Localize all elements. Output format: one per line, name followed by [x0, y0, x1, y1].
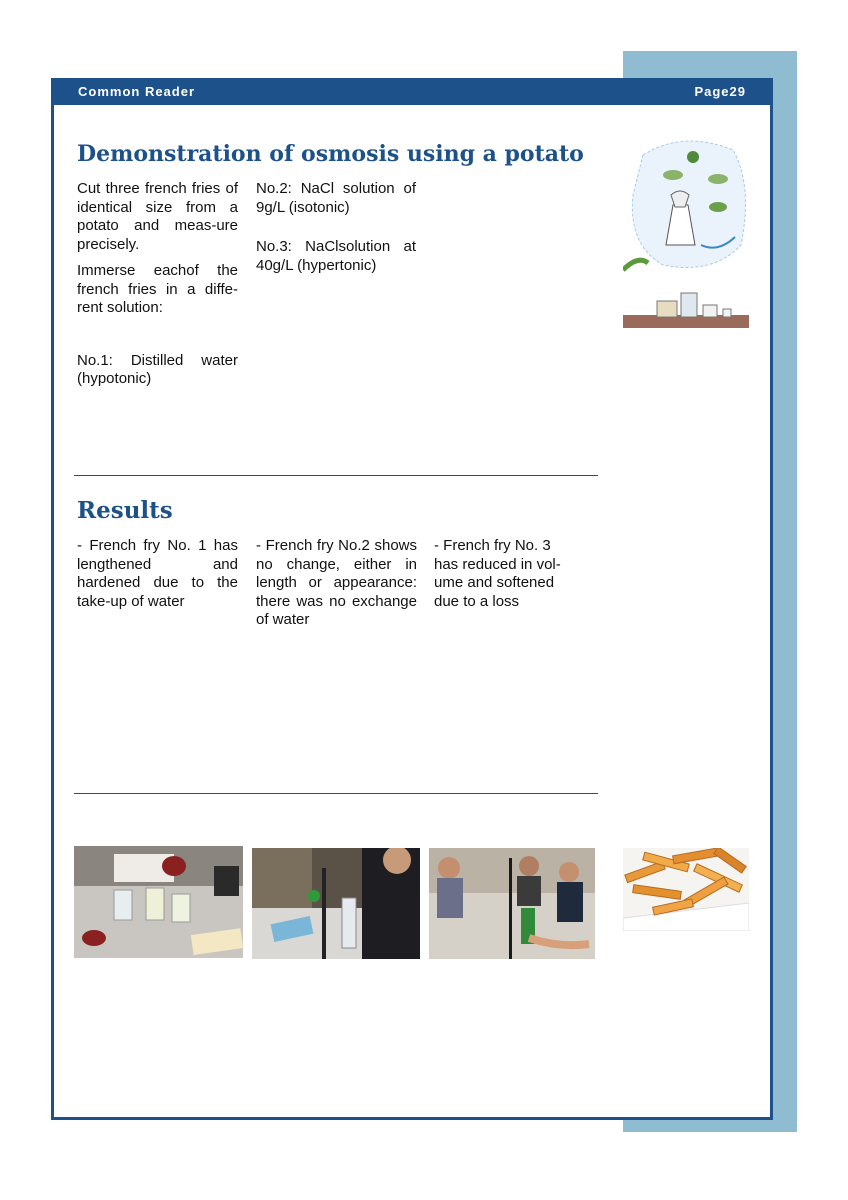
instruction-cut: Cut three french fries of identical size from a potato and meas-ure precisely.: [77, 180, 238, 253]
photo-students-lab: [252, 848, 420, 959]
section-divider-1: [74, 475, 598, 476]
section-divider-2: [74, 793, 598, 794]
photo-beakers-on-table: [74, 846, 243, 958]
publication-title: Common Reader: [78, 84, 196, 99]
header-bar: [51, 78, 773, 105]
solution-no1: No.1: Distilled water (hypotonic): [77, 351, 238, 387]
result-no3: - French fry No. 3 has reduced in vol-ume and softened due to a loss: [434, 537, 561, 610]
solution-no3: No.3: NaClsolution at 40g/L (hypertonic): [256, 238, 416, 274]
instruction-immerse: Immerse eachof the french fries in a diffe-rent solution:: [77, 262, 238, 316]
section-title-osmosis: Demonstration of osmosis using a potato: [77, 141, 584, 167]
osmosis-illustration: [623, 135, 749, 328]
photo-french-fries: [623, 848, 749, 931]
section-title-results: Results: [77, 497, 173, 524]
photo-classroom-experiment: [429, 848, 595, 959]
result-no2: - French fry No.2 shows no change, either in length or appearance: there was no exchange of water: [256, 537, 417, 628]
result-no1: - French fry No. 1 has lengthened and hardened due to the take-up of water: [77, 537, 238, 610]
solution-no2: No.2: NaCl solution of 9g/L (isotonic): [256, 180, 416, 216]
section1-column-2: [256, 180, 416, 275]
section1-column-1: [77, 180, 238, 389]
page-number: Page29: [694, 84, 746, 99]
